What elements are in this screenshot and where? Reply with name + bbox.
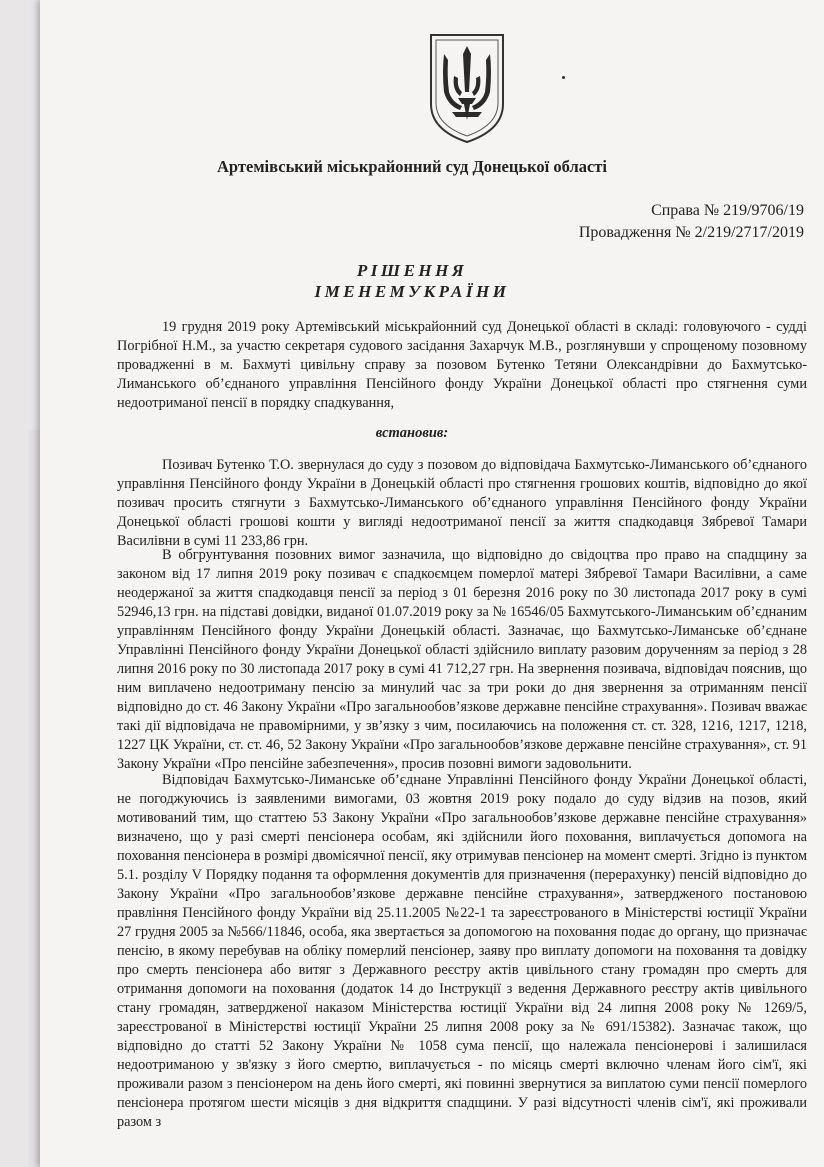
court-name: Артемівський міськрайонний суд Донецької області [217, 157, 607, 176]
case-reference [579, 200, 804, 244]
coat-of-arms-trident-icon [428, 32, 506, 144]
proceeding-number: Провадження № 2/219/2717/2019 [578, 224, 804, 241]
paragraph-defendant-response: Відповідач Бахмутсько-Лиманське об’єднане Управлінні Пенсійного фонду України Донецької області, не погоджуючись із заявленими вимогами, 03 жовтня 2019 року подало до суду відзив на позов, який мотивований тим, що статтею 53 Закону України «Про загальнообов’язкове державне пенсійне страхування» визначено, що у разі смерті пенсіонера особам, які здійснили його поховання, виплачується допомога на поховання пенсіонера в розмірі двомісячної пенсії, яку отримував пенсіонер на момент смерті. Згідно із пунктом 5.1. розділу V Порядку подання та оформлення документів для призначення (перерахунку) пенсій відповідно до Закону України «Про загальнообов’язкове державне пенсійне страхування», затвердженого постановою правління Пенсійного фонду України від 25.11.2005 №22-1 та зареєстрованого в Міністерстві юстиції України 27 грудня 2005 за №566/11846, особа, яка звертається за допомогою на поховання подає до органу, що призначає пенсію, в якому перебував на обліку померлий пенсіонер, заяву про виплату допомоги на поховання та довідку про смерть пенсіонера або витяг з Державного реєстру актів цивільного стану громадян про смерть для отримання допомоги на поховання (додаток 14 до Інструкції з ведення Державного реєстру актів цивільного стану громадян, затвердженої наказом Міністерства юстиції України від 24 липня 2008 року № 1269/5, зареєстрованої в Міністерстві юстиції України 25 липня 2008 року за № 691/15382). Зазначає також, що відповідно до статті 52 Закону України № 1058 сума пенсії, що належала пенсіонерові і залишилася недоотриманою у зв'язку з його смертю, виплачується - по місяць смерті включно членам його сім'ї, які проживали разом з пенсіонером на день його смерті, які повинні звернутися за виплатою суми пенсії померлого пенсіонера протягом шести місяців з дня відкриття спадщини. У разі відсутності членів сім'ї, які проживали разом з [117, 772, 807, 1130]
title-in-name-of-ukraine: ІМЕНЕМУКРАЇНИ [314, 282, 510, 301]
paragraph-grounds: В обгрунтування позовних вимог зазначила, що відповідно до свідоцтва про право на спадщину за законом від 17 липня 2019 року позивач є спадкоємцем померлої матері Зябревої Тамари Василівни, а саме неодержаної за життя спадкодавця пенсії за період з 01 березня 2016 року по 30 листопада 2017 року в сумі 52946,13 грн. на підставі довідки, виданої 01.07.2019 року за № 16546/05 Бахмутського-Лиманським об’єднаним управлінням Пенсійного фонду України Донецькій області. Зазначає, що Бахмутсько-Лиманське об’єднане Управлінні Пенсійного фонду України Донецької області здійснило виплату разовим дорученням за період з 28 липня 2016 року по 30 листопада 2017 року в сумі 41 712,27 грн. На звернення позивача, відповідач пояснив, що ним виплачено недоотриману пенсію за минулий час за три роки до дня звернення за отриманням пенсії відповідно до ст. 46 Закону України «Про загальнообов’язкове державне пенсійне страхування». Позивач вважає такі дії відповідача не правомірними, у зв’язку з чим, посилаючись на положення ст. ст. 328, 1216, 1217, 1218, 1227 ЦК України, ст. ст. 46, 52 Закону України «Про загальнообов’язкове державне пенсійне страхування», ст. 91 Закону України «Про пенсійне забезпечення», просив позовні вимоги задовольнити. [117, 547, 807, 772]
stray-mark [562, 76, 565, 79]
case-number: Справа № 219/9706/19 [651, 202, 804, 219]
document-title [0, 260, 824, 302]
page-edge [28, 430, 40, 1167]
intro-paragraph: 19 грудня 2019 року Артемівський міськрайонний суд Донецької області в складі: головуючого - судді Погрібної Н.М., за участю секретаря судового засідання Захарчук М.В., розглянувши у спрощеному позовному провадженні в м. Бахмуті цивільну справу за позовом Бутенко Тетяни Олександрівни до Бахмутсько-Лиманського об’єднаного управління Пенсійного фонду України Донецької області про стягнення суми недоотриманої пенсії в порядку спадкування, [117, 319, 807, 411]
section-heading: встановив: [375, 425, 449, 441]
paragraph-claim: Позивач Бутенко Т.О. звернулася до суду з позовом до відповідача Бахмутсько-Лиманського об’єднаного управління Пенсійного фонду України в Донецькій області про стягнення грошових коштів, відповідно до якої позивач просить стягнути з Бахмутсько-Лиманського об’єднаного управління Пенсійного фонду України Донецької області грошові кошти у вигляді недоотриманої пенсії за життя спадкодавця Зябревої Тамари Василівни в сумі 11 233,86 грн. [117, 457, 807, 549]
title-decision: РІШЕННЯ [356, 261, 468, 280]
